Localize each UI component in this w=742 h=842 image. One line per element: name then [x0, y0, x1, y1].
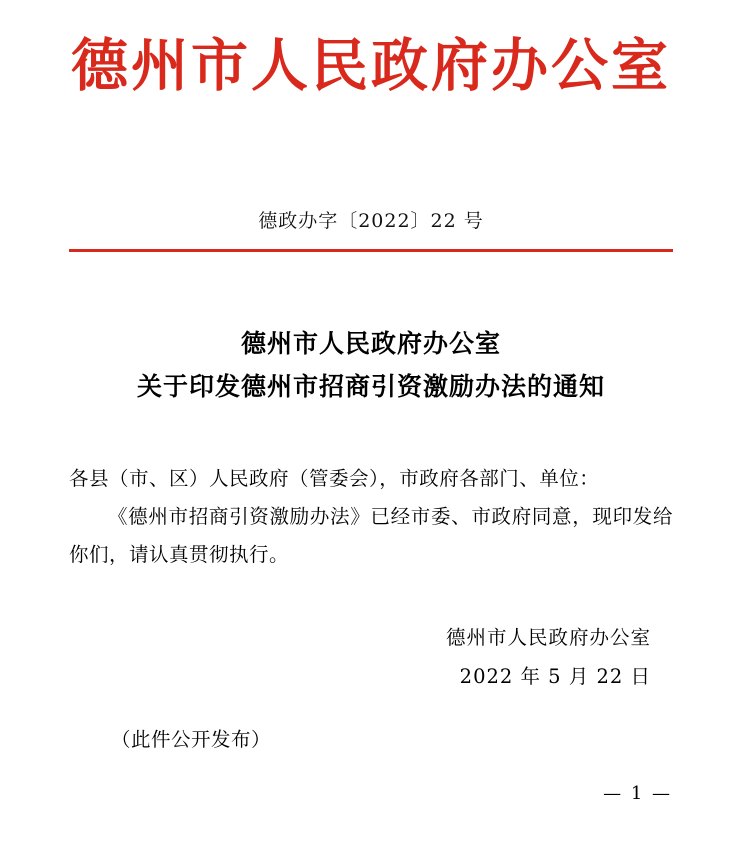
page-number: — 1 —	[603, 783, 672, 804]
publication-note: （此件公开发布）	[111, 727, 272, 751]
signature-date: 2022 年 5 月 22 日	[459, 664, 651, 688]
document-title-line-1: 德州市人民政府办公室	[240, 328, 501, 358]
signature-organization: 德州市人民政府办公室	[445, 625, 651, 649]
document-title	[0, 322, 742, 408]
red-divider-rule	[69, 249, 673, 252]
issuing-authority-masthead: 德州市人民政府办公室	[71, 32, 671, 99]
masthead	[0, 0, 742, 98]
signature-block	[69, 618, 673, 696]
body-paragraph-1: 《德州市招商引资激励办法》已经市委、市政府同意，现印发给你们，请认真贯彻执行。	[69, 504, 673, 566]
salutation: 各县（市、区）人民政府（管委会），市政府各部门、单位：	[69, 466, 600, 490]
document-title-line-2: 关于印发德州市招商引资激励办法的通知	[136, 371, 605, 401]
document-body	[69, 460, 673, 574]
document-number: 德政办字〔2022〕22 号	[258, 209, 484, 232]
